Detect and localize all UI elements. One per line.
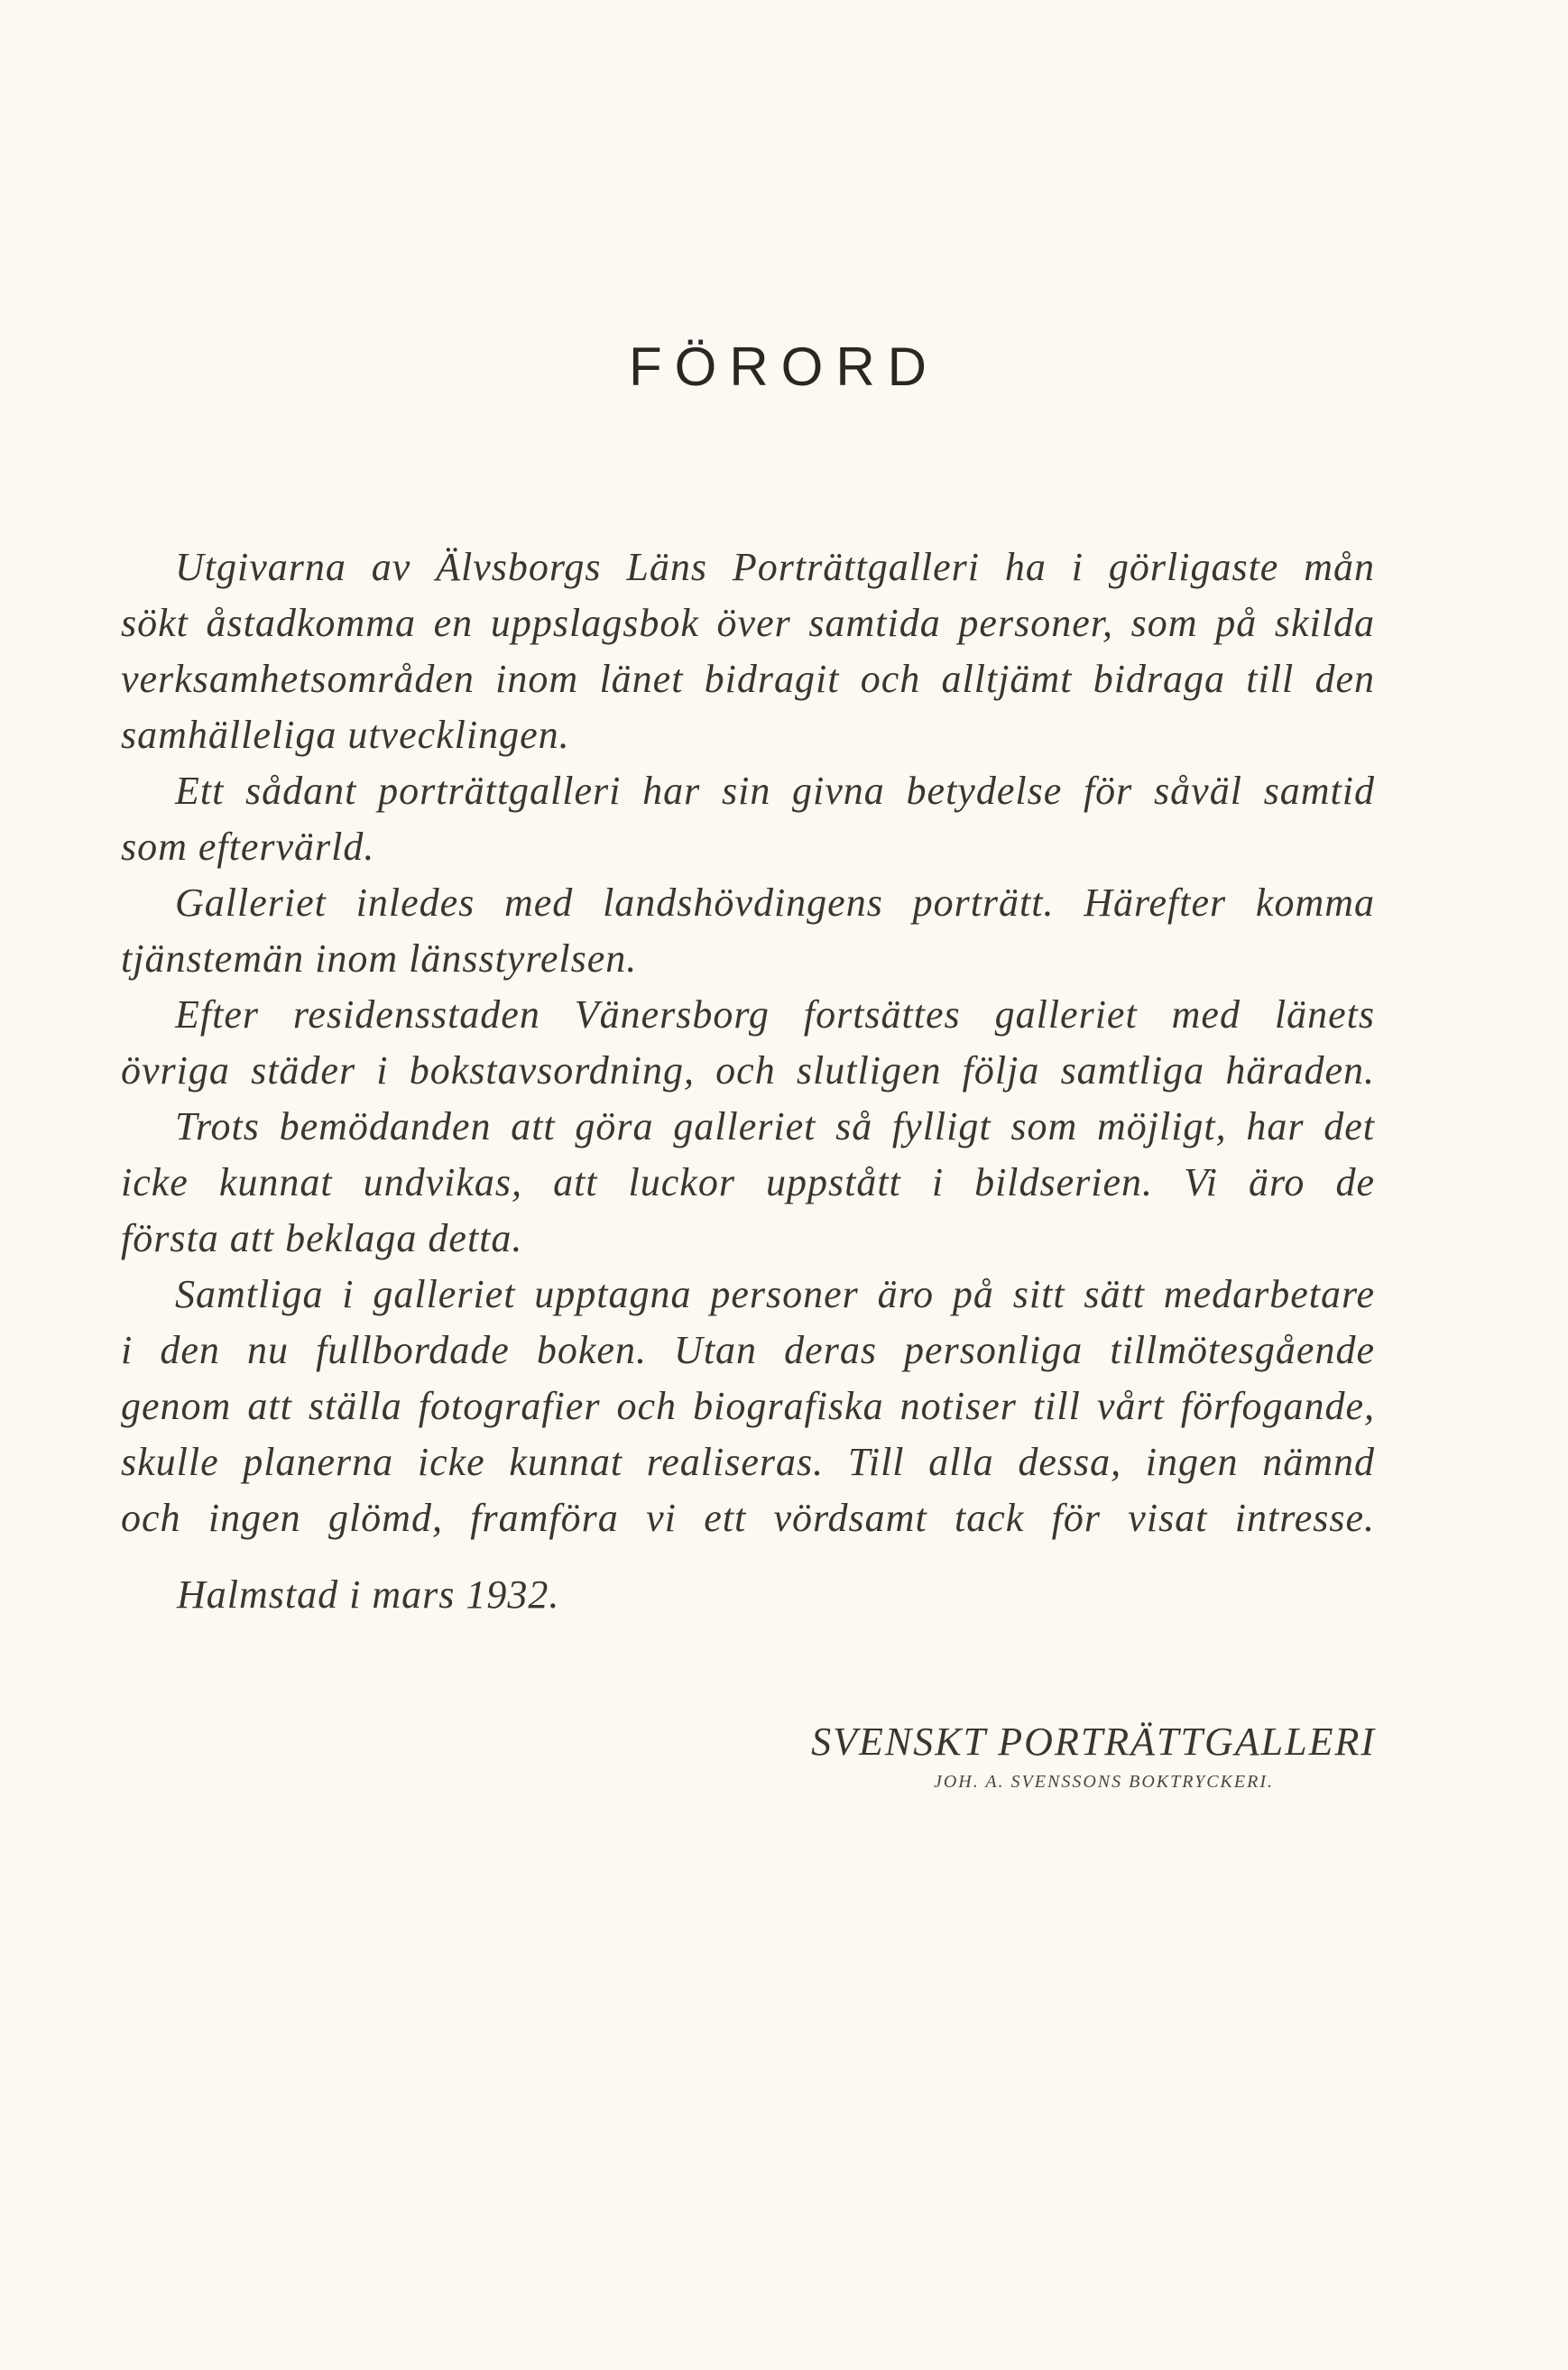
- text-line: verksamhetsområden inom länet bidragit och alltjämt bidraga till den: [121, 657, 1375, 701]
- foreword-body: [121, 539, 1375, 1546]
- text-line: Galleriet inledes med landshövdingens porträtt. Härefter komma: [175, 881, 1375, 925]
- text-line: sökt åstadkomma en uppslagsbok över samtida personer, som på skilda: [121, 601, 1375, 645]
- text-line: övriga städer i bokstavsordning, och slutligen följa samtliga häraden.: [121, 1048, 1375, 1093]
- text-line: Trots bemödanden att göra galleriet så fylligt som möjligt, har det: [175, 1104, 1375, 1148]
- text-line: Efter residensstaden Vänersborg fortsättes galleriet med länets: [175, 992, 1375, 1037]
- text-line: Samtliga i galleriet upptagna personer äro på sitt sätt medarbetare: [175, 1272, 1375, 1316]
- text-line: icke kunnat undvikas, att luckor uppstått i bildserien. Vi äro de: [121, 1160, 1375, 1204]
- text-line: Utgivarna av Älvsborgs Läns Porträttgalleri ha i görligaste mån: [175, 545, 1375, 589]
- text-line: i den nu fullbordade boken. Utan deras personliga tillmötesgående: [121, 1328, 1375, 1372]
- publisher-signature: SVENSKT PORTRÄTTGALLERI: [811, 1720, 1376, 1764]
- text-line: tjänstemän inom länsstyrelsen.: [121, 936, 638, 981]
- printer-imprint: JOH. A. SVENSSONS BOKTRYCKERI.: [933, 1772, 1274, 1792]
- text-line: samhälleliga utvecklingen.: [121, 713, 570, 757]
- text-line: första att beklaga detta.: [121, 1216, 523, 1260]
- page-heading: FÖRORD: [629, 337, 939, 397]
- text-line: genom att ställa fotografier och biografiska notiser till vårt förfogande,: [121, 1384, 1375, 1428]
- date-line: Halmstad i mars 1932.: [177, 1572, 560, 1617]
- text-line: Ett sådant porträttgalleri har sin givna betydelse för såväl samtid: [175, 769, 1375, 813]
- text-line: som eftervärld.: [121, 825, 375, 869]
- text-line: och ingen glömd, framföra vi ett vördsamt tack för visat intresse.: [121, 1496, 1375, 1540]
- text-line: skulle planerna icke kunnat realiseras. Till alla dessa, ingen nämnd: [121, 1440, 1375, 1484]
